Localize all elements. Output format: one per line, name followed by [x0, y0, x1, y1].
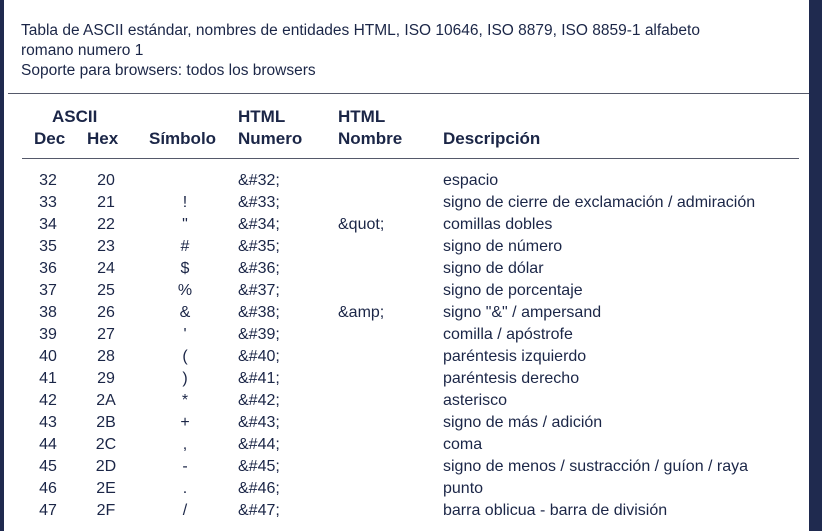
cell-descripcion: comillas dobles — [443, 216, 553, 233]
cell-hex: 24 — [97, 260, 115, 277]
cell-hex: 2D — [95, 458, 117, 475]
cell-html-numero: &#35; — [238, 238, 280, 255]
page-frame-right — [809, 0, 822, 531]
cell-dec: 44 — [39, 436, 57, 453]
table-row — [0, 390, 809, 412]
cell-descripcion: comilla / apóstrofe — [443, 326, 573, 343]
cell-hex: 2B — [96, 414, 116, 431]
cell-simbolo: * — [181, 392, 189, 409]
cell-dec: 45 — [39, 458, 57, 475]
cell-descripcion: coma — [443, 436, 483, 453]
ascii-table-body — [0, 170, 809, 522]
cell-dec: 40 — [39, 348, 57, 365]
cell-descripcion: asterisco — [443, 392, 508, 409]
table-row — [0, 434, 809, 456]
cell-dec: 35 — [39, 238, 57, 255]
cell-simbolo: $ — [180, 260, 190, 277]
header-numero-bottom: Numero — [238, 129, 303, 148]
table-row — [0, 456, 809, 478]
cell-html-numero: &#33; — [238, 194, 280, 211]
header-dec: Dec — [34, 129, 66, 148]
cell-descripcion: paréntesis derecho — [443, 370, 580, 387]
cell-simbolo: - — [182, 458, 188, 475]
table-row — [0, 478, 809, 500]
header-simbolo: Símbolo — [149, 129, 217, 148]
cell-hex: 27 — [97, 326, 115, 343]
cell-hex: 23 — [97, 238, 115, 255]
table-row — [0, 236, 809, 258]
table-row — [0, 280, 809, 302]
cell-hex: 21 — [97, 194, 115, 211]
table-row — [0, 302, 809, 324]
cell-simbolo: " — [182, 216, 188, 233]
cell-simbolo: ' — [183, 326, 187, 343]
cell-html-numero: &#40; — [238, 348, 280, 365]
cell-dec: 43 — [39, 414, 57, 431]
cell-descripcion: signo de menos / sustracción / guíon / raya — [443, 458, 749, 475]
cell-simbolo: + — [180, 414, 190, 431]
cell-html-numero: &#32; — [238, 172, 280, 189]
cell-simbolo: , — [182, 436, 188, 453]
divider-top — [8, 93, 809, 94]
header-ascii: ASCII — [52, 107, 98, 126]
cell-descripcion: signo de más / adición — [443, 414, 603, 431]
cell-descripcion: signo "&" / ampersand — [443, 304, 602, 321]
cell-html-numero: &#41; — [238, 370, 280, 387]
table-row — [0, 170, 809, 192]
cell-hex: 2E — [96, 480, 116, 497]
cell-html-numero: &#38; — [238, 304, 280, 321]
cell-descripcion: paréntesis izquierdo — [443, 348, 587, 365]
cell-hex: 26 — [97, 304, 115, 321]
cell-html-numero: &#36; — [238, 260, 280, 277]
header-nombre-top: HTML — [338, 107, 386, 126]
cell-hex: 28 — [97, 348, 115, 365]
table-row — [0, 214, 809, 236]
cell-html-numero: &#39; — [238, 326, 280, 343]
cell-dec: 42 — [39, 392, 57, 409]
cell-simbolo: ( — [182, 348, 188, 365]
cell-html-numero: &#34; — [238, 216, 280, 233]
cell-dec: 32 — [39, 172, 57, 189]
cell-descripcion: signo de número — [443, 238, 563, 255]
cell-descripcion: signo de cierre de exclamación / admiración — [443, 194, 756, 211]
cell-html-numero: &#45; — [238, 458, 280, 475]
cell-dec: 39 — [39, 326, 57, 343]
cell-html-numero: &#44; — [238, 436, 280, 453]
cell-descripcion: punto — [443, 480, 484, 497]
cell-html-numero: &#46; — [238, 480, 280, 497]
cell-simbolo: # — [180, 238, 190, 255]
cell-dec: 33 — [39, 194, 57, 211]
cell-simbolo: ) — [182, 370, 188, 387]
cell-descripcion: signo de porcentaje — [443, 282, 583, 299]
divider-header — [22, 158, 799, 159]
cell-hex: 2A — [96, 392, 116, 409]
cell-hex: 29 — [97, 370, 115, 387]
table-row — [0, 346, 809, 368]
cell-dec: 47 — [39, 502, 57, 519]
cell-html-numero: &#47; — [238, 502, 280, 519]
cell-html-numero: &#42; — [238, 392, 280, 409]
intro-line-1: Tabla de ASCII estándar, nombres de entidades HTML, ISO 10646, ISO 8879, ISO 8859-1 alfabeto — [21, 22, 700, 39]
table-row — [0, 500, 809, 522]
intro-line-3: Soporte para browsers: todos los browsers — [21, 62, 316, 79]
cell-hex: 2C — [95, 436, 117, 453]
cell-dec: 46 — [39, 480, 57, 497]
cell-html-numero: &#43; — [238, 414, 280, 431]
table-row — [0, 412, 809, 434]
intro-line-2: romano numero 1 — [21, 42, 144, 59]
header-descripcion: Descripción — [443, 129, 541, 148]
cell-simbolo: / — [182, 502, 188, 519]
cell-simbolo: % — [177, 282, 193, 299]
intro-text — [21, 21, 801, 81]
cell-dec: 34 — [39, 216, 57, 233]
cell-dec: 38 — [39, 304, 57, 321]
cell-dec: 41 — [39, 370, 57, 387]
cell-hex: 25 — [97, 282, 115, 299]
cell-dec: 37 — [39, 282, 57, 299]
cell-descripcion: barra oblicua - barra de división — [443, 502, 668, 519]
cell-simbolo: ! — [182, 194, 188, 211]
header-nombre-bottom: Nombre — [338, 129, 403, 148]
cell-hex: 20 — [97, 172, 115, 189]
cell-html-nombre: &amp; — [338, 304, 385, 321]
cell-descripcion: espacio — [443, 172, 499, 189]
header-hex: Hex — [87, 129, 119, 148]
cell-descripcion: signo de dólar — [443, 260, 544, 277]
table-row — [0, 324, 809, 346]
cell-hex: 2F — [96, 502, 116, 519]
table-row — [0, 258, 809, 280]
cell-dec: 36 — [39, 260, 57, 277]
table-row — [0, 192, 809, 214]
cell-html-numero: &#37; — [238, 282, 280, 299]
cell-simbolo: & — [179, 304, 191, 321]
cell-html-nombre: &quot; — [338, 216, 385, 233]
cell-simbolo: . — [182, 480, 188, 497]
table-row — [0, 368, 809, 390]
cell-hex: 22 — [97, 216, 115, 233]
header-numero-top: HTML — [238, 107, 286, 126]
